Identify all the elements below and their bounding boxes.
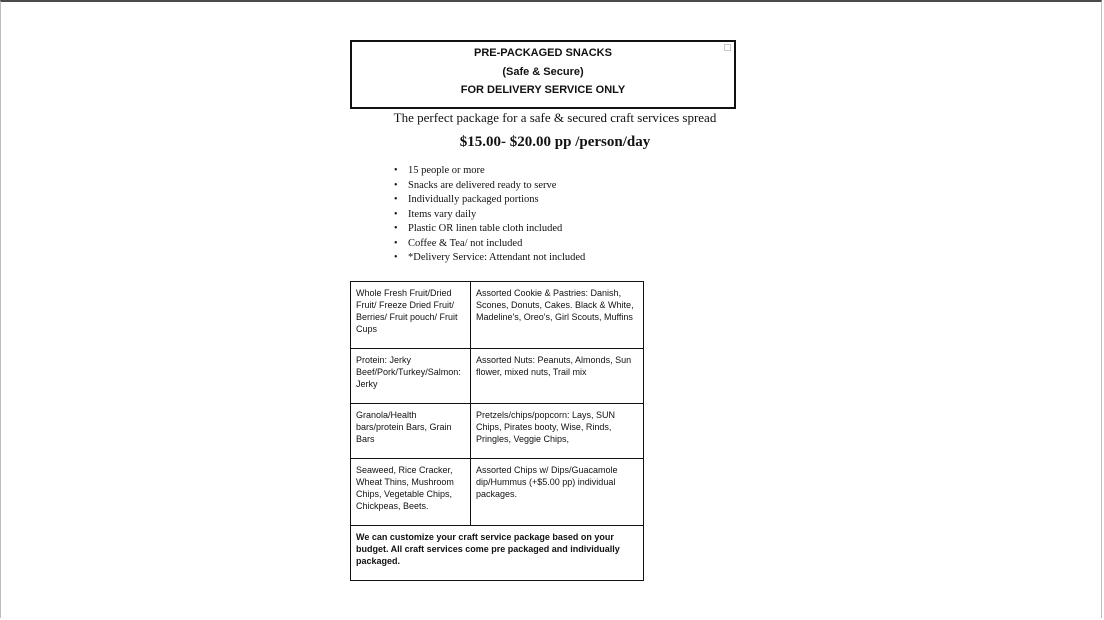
textbox-handle-icon (724, 44, 731, 51)
title-box (350, 40, 736, 109)
list-item: • *Delivery Service: Attendant not included (394, 251, 585, 266)
table-cell: Assorted Nuts: Peanuts, Almonds, Sun flower, mixed nuts, Trail mix (471, 349, 644, 404)
table-cell: Granola/Health bars/protein Bars, Grain Bars (351, 404, 471, 459)
table-cell: Seaweed, Rice Cracker, Wheat Thins, Mushroom Chips, Vegetable Chips, Chickpeas, Beets. (351, 459, 471, 526)
table-row (351, 282, 644, 349)
tagline: The perfect package for a safe & secured craft services spread (393, 110, 717, 125)
table-row (351, 459, 644, 526)
table-row (351, 404, 644, 459)
list-item: • Items vary daily (394, 208, 585, 223)
list-item: • 15 people or more (394, 164, 585, 179)
table-row (351, 349, 644, 404)
title-heading: PRE-PACKAGED SNACKS (474, 47, 612, 59)
list-item: • Snacks are delivered ready to serve (394, 179, 585, 194)
feature-list (394, 164, 585, 266)
table-footer-row (351, 526, 644, 581)
title-delivery-note: FOR DELIVERY SERVICE ONLY (460, 84, 626, 96)
title-subheading: (Safe & Secure) (502, 66, 584, 78)
customization-note: We can customize your craft service package based on your budget. All craft services come pre packaged and individually packaged. (351, 526, 644, 581)
list-item: • Coffee & Tea/ not included (394, 237, 585, 252)
table-cell: Pretzels/chips/popcorn: Lays, SUN Chips, Pirates booty, Wise, Rinds, Pringles, Veggie Chips, (471, 404, 644, 459)
list-item: • Individually packaged portions (394, 193, 585, 208)
snack-menu-table (350, 281, 644, 581)
table-cell: Protein: Jerky Beef/Pork/Turkey/Salmon: Jerky (351, 349, 471, 404)
table-cell: Assorted Chips w/ Dips/Guacamole dip/Hummus (+$5.00 pp) individual packages. (471, 459, 644, 526)
list-item: • Plastic OR linen table cloth included (394, 222, 585, 237)
price: $15.00- $20.00 pp /person/day (459, 134, 651, 150)
table-cell: Whole Fresh Fruit/Dried Fruit/ Freeze Dried Fruit/ Berries/ Fruit pouch/ Fruit Cups (351, 282, 471, 349)
table-cell: Assorted Cookie & Pastries: Danish, Scones, Donuts, Cakes. Black & White, Madeline's, Oreo's, Girl Scouts, Muffins (471, 282, 644, 349)
